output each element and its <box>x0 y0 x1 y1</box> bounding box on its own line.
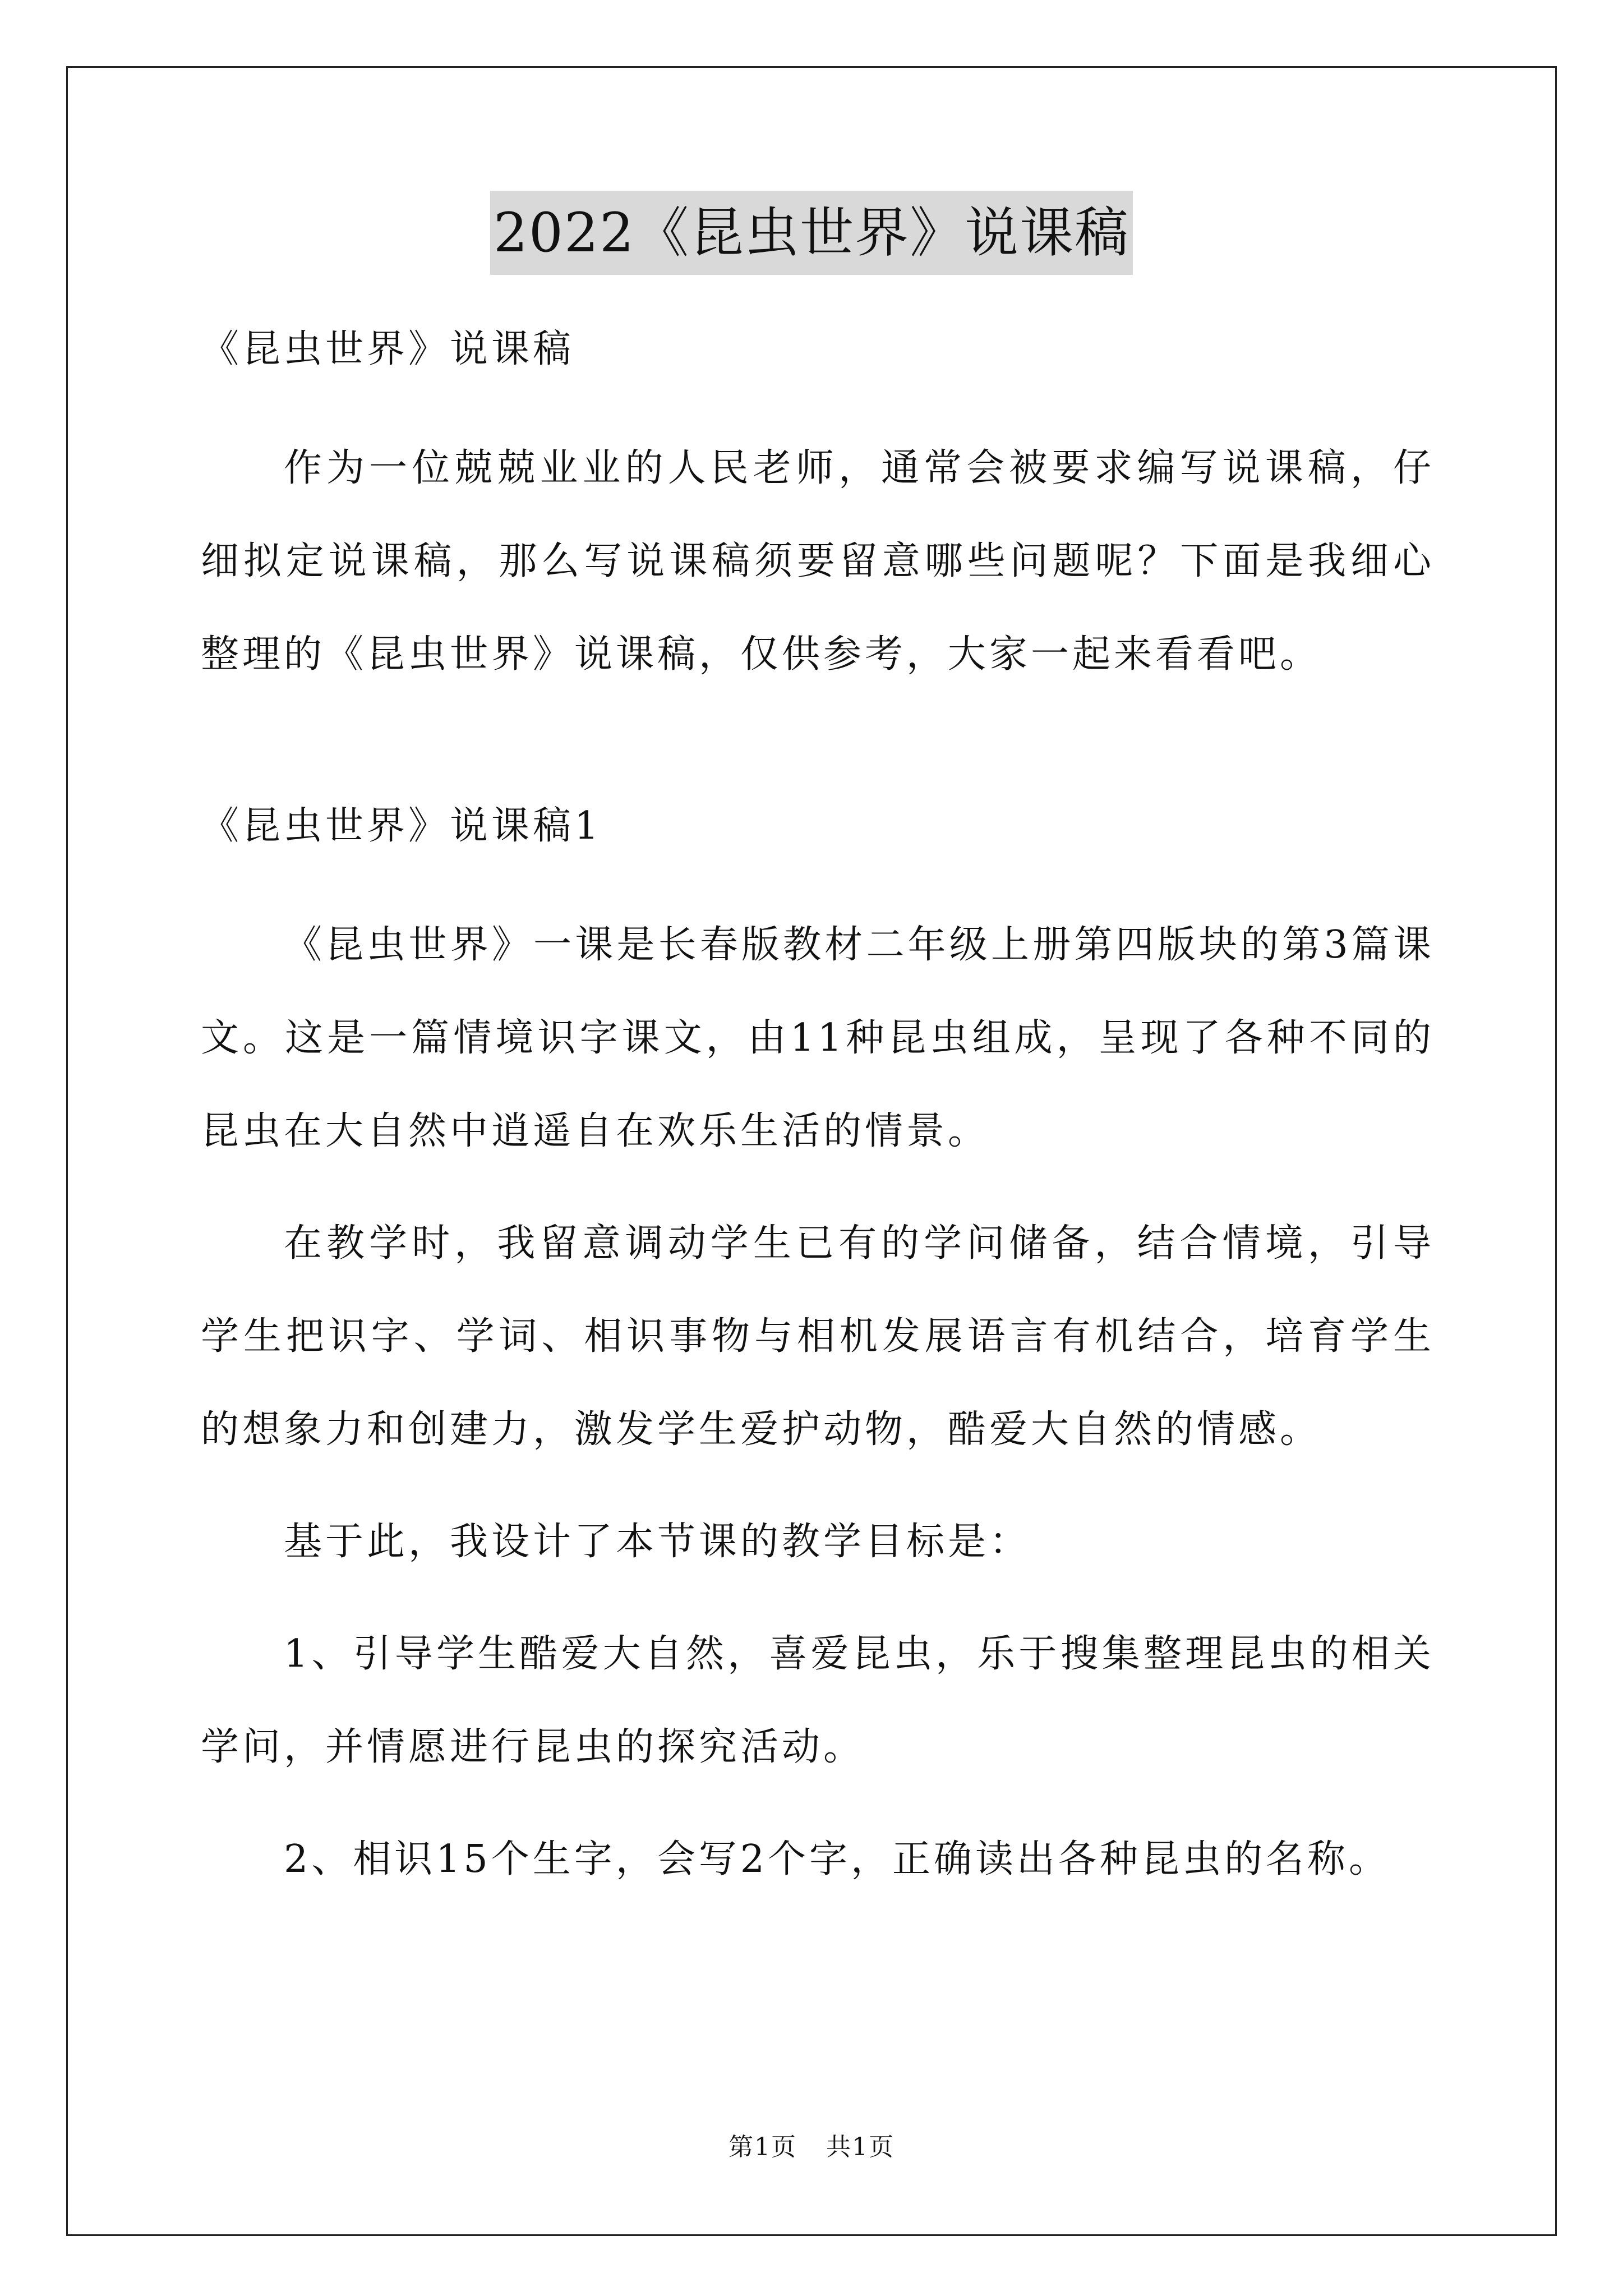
objective-item: 1、引导学生酷爱大自然，喜爱昆虫，乐于搜集整理昆虫的相关学问，并情愿进行昆虫的探究活动。 <box>201 1632 1435 1769</box>
page-number: 第1页 <box>728 2133 797 2161</box>
body-paragraph: 在教学时，我留意调动学生已有的学问储备，结合情境，引导学生把识字、学词、相识事物与相机发展语言有机结合，培育学生的想象力和创建力，激发学生爱护动物，酷爱大自然的情感。 <box>201 1221 1435 1452</box>
subtitle: 《昆虫世界》说课稿 <box>201 327 575 371</box>
objective-item: 2、相识15个生字，会写2个字，正确读出各种昆虫的名称。 <box>284 1837 1391 1881</box>
body-paragraph: 基于此，我设计了本节课的教学目标是： <box>284 1520 1031 1564</box>
body-paragraph: 《昆虫世界》一课是长春版教材二年级上册第四版块的第3篇课文。这是一篇情境识字课文，由11种昆虫组成，呈现了各种不同的昆虫在大自然中逍遥自在欢乐生活的情景。 <box>201 923 1435 1153</box>
document-title: 2022《昆虫世界》说课稿 <box>490 191 1133 275</box>
page-footer <box>0 2131 1623 2164</box>
intro-paragraph: 作为一位兢兢业业的人民老师，通常会被要求编写说课稿，仔细拟定说课稿，那么写说课稿须要留意哪些问题呢？下面是我细心整理的《昆虫世界》说课稿，仅供参考，大家一起来看看吧。 <box>201 446 1435 677</box>
section-heading: 《昆虫世界》说课稿1 <box>201 804 602 848</box>
document-body <box>201 303 1435 1925</box>
title-container <box>0 191 1623 275</box>
page-total: 共1页 <box>826 2133 895 2161</box>
